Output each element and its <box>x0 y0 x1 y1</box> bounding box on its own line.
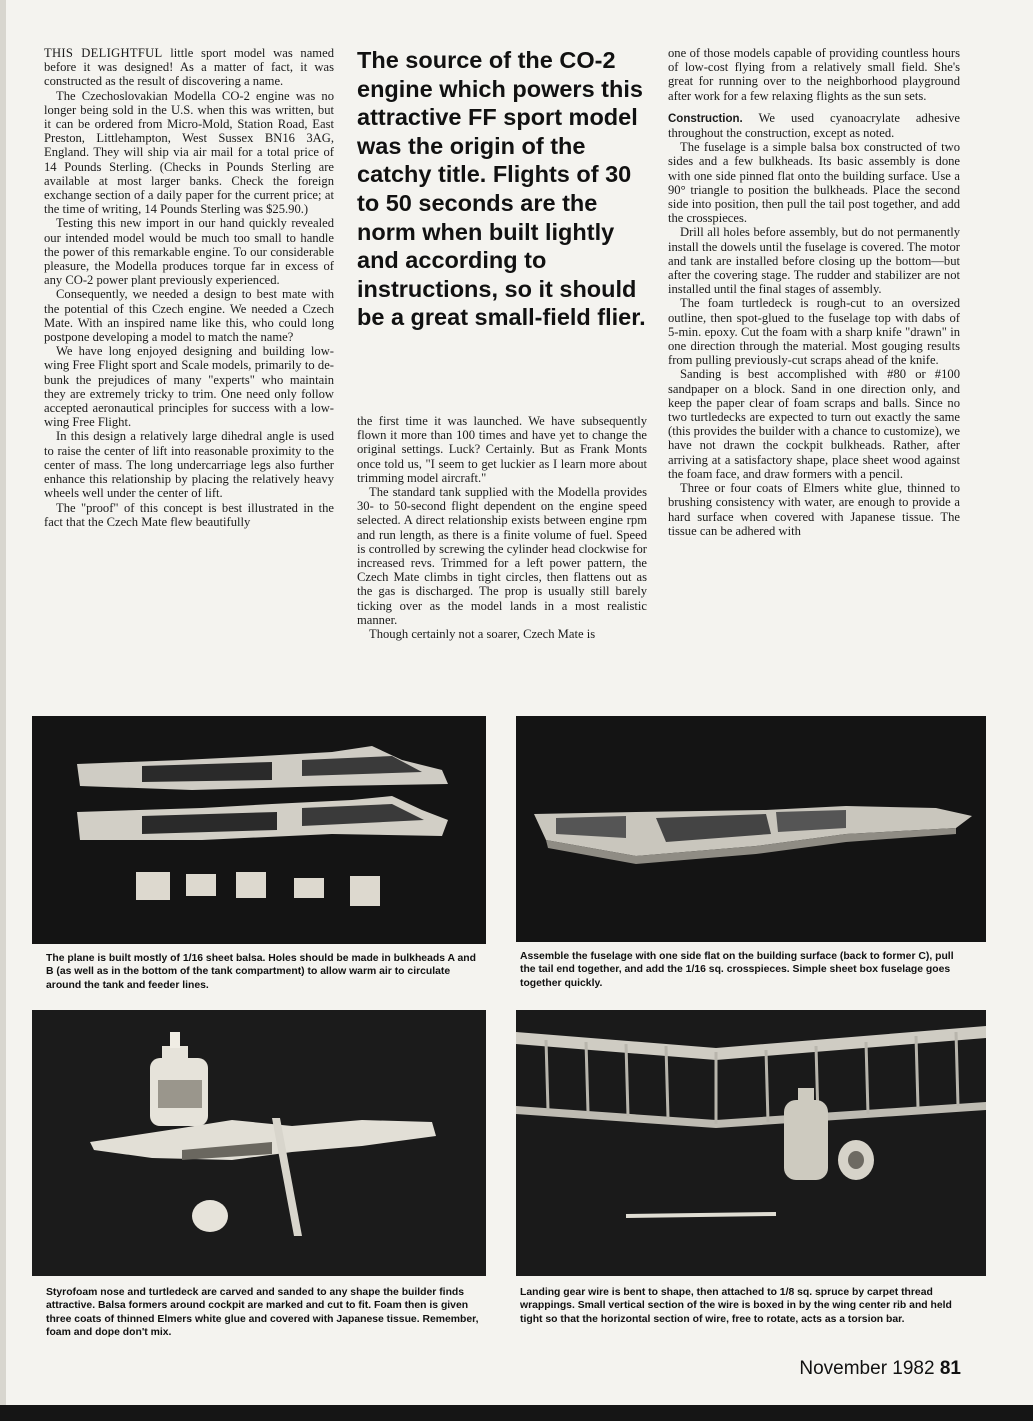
paragraph: Though certainly not a soarer, Czech Mate is <box>369 627 596 642</box>
caption-photo-1: The plane is built mostly of 1/16 sheet balsa. Holes should be made in bulkheads A and B (as well as in the bottom of the tank compartment) to allow warm air to circulate around the tank and feeder lines. <box>46 953 476 991</box>
photo-fuselage-box <box>516 716 986 942</box>
paragraph: Consequently, we needed a design to best mate with the potential of this Czech engine. We needed a Czech Mate. With an inspired name like this, who could long postpone developing a model to match the name? <box>44 287 334 345</box>
paragraph: THIS DELIGHTFUL little sport model was named before it was designed! As a matter of fact, it was constructed as the result of discovering a name. <box>44 46 334 89</box>
scan-edge <box>0 1405 1033 1421</box>
paragraph: The standard tank supplied with the Modella provides 30- to 50-second flight dependent on the engine speed selected. A direct relationship exists between engine rpm and run length, as there is a finite volume of fuel. Speed is controlled by screwing the cylinder head clockwise for increased revs. Trimmed for a left power pattern, the Czech Mate climbs in tight circles, then flattens out as the gas is discharged. The prop is usually still barely ticking over as the model lands in a most realistic manner. <box>357 485 647 627</box>
page-footer <box>799 1358 961 1380</box>
pull-quote: The source of the CO-2 engine which powers this attractive FF sport model was the origin of the catchy title. Flights of 30 to 50 seconds are the norm when built lightly and according to instructions, so it should be a great small-field flier. <box>357 47 646 331</box>
paragraph: The foam turtledeck is rough-cut to an oversized outline, then spot-glued to the fuselage top with dabs of 5-min. epoxy. Cut the foam with a sharp knife "drawn" in one direction through the material. Most gouging results from pulling previously-cut scraps ahead of the knife. <box>668 296 960 368</box>
paragraph: The "proof" of this concept is best illustrated in the fact that the Czech Mate flew beautifully <box>44 500 334 529</box>
article-column-2 <box>357 414 647 706</box>
caption-photo-4: Landing gear wire is bent to shape, then attached to 1/8 sq. spruce by carpet thread wrappings. Small vertical section of the wire is boxed in by the wing center rib and held tight so that the horizontal section of wire, free to rotate, acts as a torsion bar. <box>520 1287 952 1325</box>
paragraph: We have long enjoyed designing and building low-wing Free Flight sport and Scale models, primarily to de-bunk the prejudices of many "experts" who maintain they are extremely tricky to trim. One need only follow accepted aeronautical principles for success with a low-wing Free Flight. <box>44 344 334 430</box>
lead-in: THIS DELIGHTFUL <box>44 46 163 60</box>
paragraph: In this design a relatively large dihedral angle is used to raise the center of lift into reasonable proximity to the center of mass. The long undercarriage legs also further enhance this relationship by placing the relatively heavy wheels well under the center of lift. <box>44 429 334 501</box>
paragraph: Three or four coats of Elmers white glue, thinned to brushing consistency with water, are enough to provide a hard surface when covered with Japanese tissue. The tissue can be adhered with <box>668 481 960 538</box>
paragraph: one of those models capable of providing countless hours of low-cost flying from a relatively small field. She's great for running over to the neighborhood playground after work for a few relaxing flights as the sun sets. <box>668 46 960 103</box>
paragraph: Construction. We used cyanoacrylate adhesive throughout the construction, except as noted. <box>668 110 960 141</box>
photo-landing-gear <box>516 1010 986 1276</box>
section-heading: Construction. <box>668 112 743 125</box>
paragraph: The Czechoslovakian Modella CO-2 engine was no longer being sold in the U.S. when this was written, but it can be ordered from Micro-Mold, Station Road, East Preston, Littlehampton, West Sussex BN16 3AG, England. They will ship via air mail for a total price of 14 Pounds Sterling. (Checks in Pounds Sterling are available at most larger banks. Check the foreign exchange section of a daily paper for the current price; at the time of writing, 14 Pounds Sterling was $25.90.) <box>44 88 334 217</box>
caption-photo-3: Styrofoam nose and turtledeck are carved and sanded to any shape the builder finds attractive. Balsa formers around cockpit are marked and cut to fit. Foam then is given three coats of thinned Elmers white glue and covered with Japanese tissue. Remember, foam and dope don't mix. <box>46 1287 479 1339</box>
photo-foam-nose <box>32 1010 486 1276</box>
paragraph: Testing this new import in our hand quickly revealed our intended model would be much too small to handle the power of this remarkable engine. To our considerable pleasure, the Modella produces torque far in excess of any CO-2 power plant previously experienced. <box>44 216 334 288</box>
paragraph: Sanding is best accomplished with #80 or #100 sandpaper on a block. Sand in one direction only, and keep the paper clear of foam scraps and balls. Since no two turtledecks are expected to turn out exactly the same (this provides the builder with a chance to customize), we have not drawn the cockpit bulkheads. Rather, after arriving at a satisfactory shape, place sheet wood against the foam face, and draw formers with a pencil. <box>668 367 960 481</box>
article-column-1 <box>44 46 334 706</box>
paragraph: Drill all holes before assembly, but do not permanently install the dowels until the fuselage is covered. The motor and tank are installed before closing up the bottom—but after the covering stage. The rudder and stabilizer are not installed until the final stages of assembly. <box>668 225 960 297</box>
issue-date: November 1982 <box>799 1358 935 1379</box>
page-edge <box>0 0 6 1421</box>
paragraph: The fuselage is a simple balsa box constructed of two sides and a few bulkheads. Its basic assembly is done with one side pinned flat onto the building surface. Use a 90° triangle to position the bulkheads. Place the second side into position, then pull the tail post together, and add the crosspieces. <box>668 140 960 226</box>
page-number: 81 <box>939 1358 961 1379</box>
paragraph: the first time it was launched. We have subsequently flown it more than 100 times and have yet to change the original settings. Luck? Certainly. But as Frank Monts once told us, "I seem to get luckier as I learn more about trimming model aircraft." <box>357 414 647 485</box>
photo-fuselage-sides <box>32 716 486 944</box>
caption-photo-2: Assemble the fuselage with one side flat on the building surface (back to former C), pull the tail end together, and add the 1/16 sq. crosspieces. Simple sheet box fuselage goes together quickly. <box>520 951 954 989</box>
article-column-3 <box>668 46 960 706</box>
